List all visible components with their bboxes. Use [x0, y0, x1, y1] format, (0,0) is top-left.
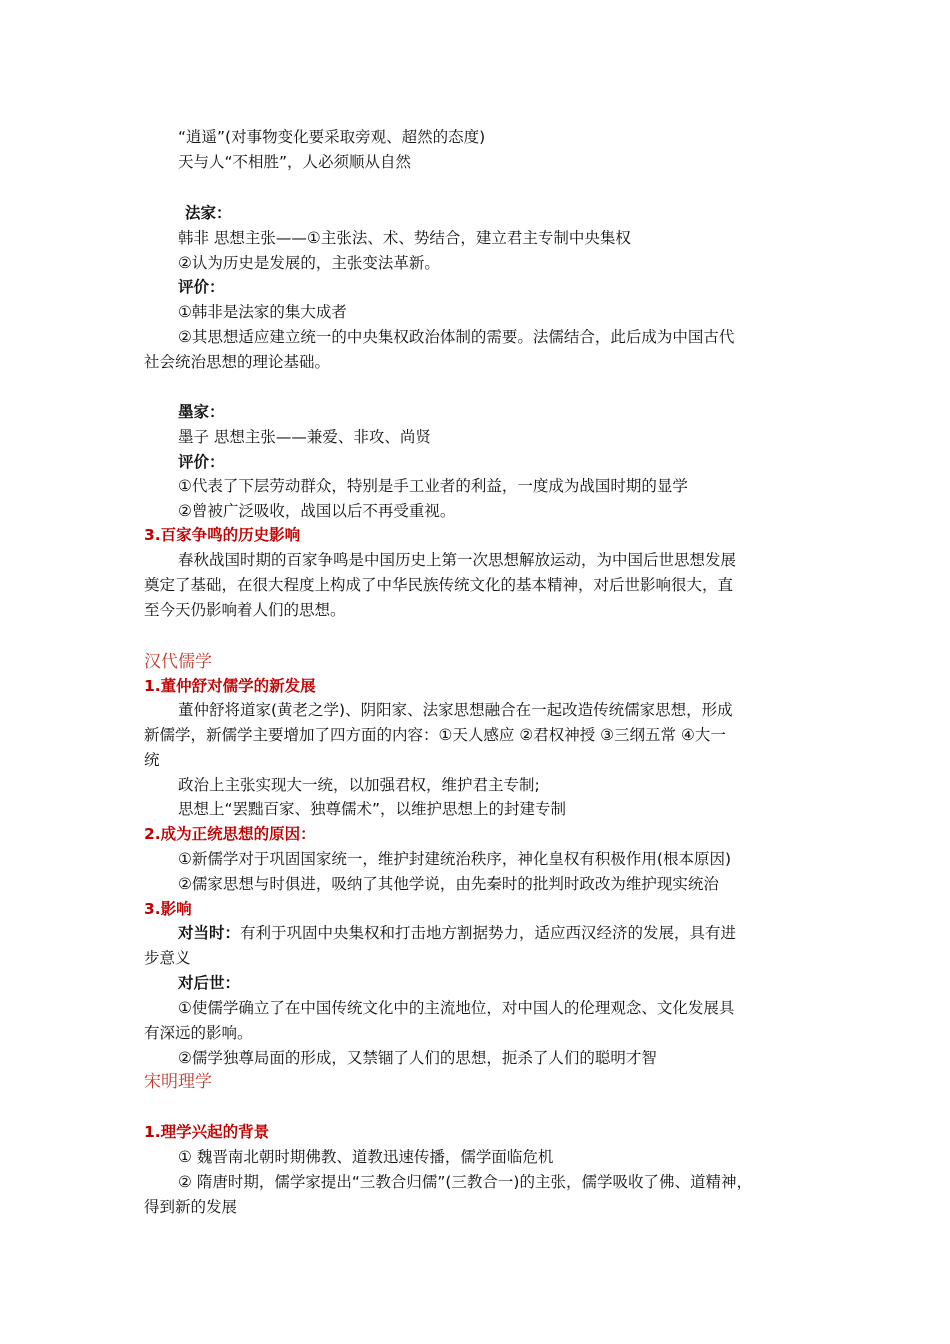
fajia-eval-1: ①韩非是法家的集大成者	[178, 303, 347, 321]
mojia-eval-1: ①代表了下层劳动群众，特别是手工业者的利益，一度成为战国时期的显学	[178, 477, 688, 495]
handai-p3: 思想上“罢黜百家、独尊儒术”，以维护思想上的封建专制	[178, 800, 567, 818]
fajia-line-1: 韩非 思想主张——①主张法、术、势结合，建立君主专制中央集权	[178, 229, 631, 247]
handai-later-1a: ①使儒学确立了在中国传统文化中的主流地位，对中国人的伦理观念、文化发展具	[178, 999, 735, 1017]
songming-heading-1: 1.理学兴起的背景	[144, 1123, 270, 1141]
handai-now-label: 对当时：	[178, 924, 241, 942]
handai-now-line	[178, 921, 848, 945]
baijia-p1-b: 奠定了基础，在很大程度上构成了中华民族传统文化的基本精神，对后世影响很大，直	[144, 576, 734, 594]
handai-p2: 政治上主张实现大一统，以加强君权，维护君主专制;	[178, 776, 540, 794]
fajia-heading: 法家：	[185, 204, 232, 222]
handai-now-text: 有利于巩固中央集权和打击地方割据势力，适应西汉经济的发展，具有进	[240, 924, 737, 942]
fajia-eval-2b: 社会统治思想的理论基础。	[144, 353, 331, 371]
mojia-line-1: 墨子 思想主张——兼爱、非攻、尚贤	[178, 428, 431, 446]
songming-bg-1: ① 魏晋南北朝时期佛教、道教迅速传播，儒学面临危机	[178, 1148, 554, 1166]
handai-p1-b: 新儒学，新儒学主要增加了四方面的内容：①天人感应 ②君权神授 ③三纲五常 ④大一	[144, 726, 726, 744]
fajia-line-2: ②认为历史是发展的，主张变法革新。	[178, 254, 440, 272]
handai-later-1b: 有深远的影响。	[144, 1024, 253, 1042]
handai-p1-a: 董仲舒将道家(黄老之学)、阴阳家、法家思想融合在一起改造传统儒家思想，形成	[178, 701, 733, 719]
handai-reason-1: ①新儒学对于巩固国家统一，维护封建统治秩序，神化皇权有积极作用(根本原因)	[178, 850, 731, 868]
handai-later-2: ②儒学独尊局面的形成，又禁锢了人们的思想，扼杀了人们的聪明才智	[178, 1049, 657, 1067]
handai-heading-2: 2.成为正统思想的原因：	[144, 825, 316, 843]
handai-now-text-2: 步意义	[144, 949, 191, 967]
mojia-eval-label: 评价：	[178, 453, 225, 471]
songming-title: 宋明理学	[144, 1072, 212, 1092]
handai-heading-3: 3.影响	[144, 900, 192, 918]
handai-heading-1: 1.董仲舒对儒学的新发展	[144, 677, 316, 695]
handai-title: 汉代儒学	[144, 652, 212, 672]
daojia-line-1: “逍遥”(对事物变化要采取旁观、超然的态度)	[178, 128, 486, 146]
songming-bg-2b: 得到新的发展	[144, 1198, 238, 1216]
handai-later-label: 对后世：	[178, 974, 241, 992]
handai-reason-2: ②儒家思想与时俱进，吸纳了其他学说，由先秦时的批判时政改为维护现实统治	[178, 875, 719, 893]
baijia-heading: 3.百家争鸣的历史影响	[144, 526, 301, 544]
fajia-eval-label: 评价：	[178, 278, 225, 296]
handai-p1-c: 统	[144, 751, 160, 769]
baijia-p1-a: 春秋战国时期的百家争鸣是中国历史上第一次思想解放运动，为中国后世思想发展	[178, 551, 737, 569]
fajia-eval-2a: ②其思想适应建立统一的中央集权政治体制的需要。法儒结合，此后成为中国古代	[178, 328, 735, 346]
baijia-p1-c: 至今天仍影响着人们的思想。	[144, 601, 346, 619]
daojia-line-2: 天与人“不相胜”，人必须顺从自然	[178, 153, 412, 171]
mojia-heading: 墨家：	[178, 403, 225, 421]
songming-bg-2a: ② 隋唐时期，儒学家提出“三教合归儒”(三教合一)的主张，儒学吸收了佛、道精神，	[178, 1173, 752, 1191]
mojia-eval-2: ②曾被广泛吸收，战国以后不再受重视。	[178, 502, 456, 520]
